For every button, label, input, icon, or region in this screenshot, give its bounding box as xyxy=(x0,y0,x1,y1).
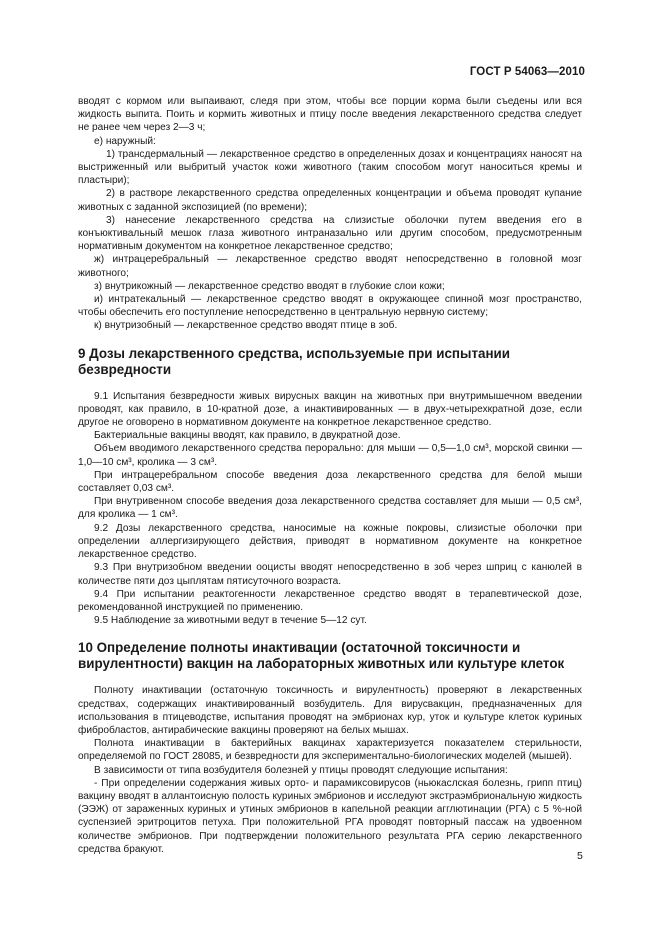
standard-header: ГОСТ Р 54063—2010 xyxy=(469,66,585,78)
list-item-z: з) внутрикожный — лекарственное средство вводят в глубокие слои кожи; xyxy=(94,280,445,292)
paragraph: Бактериальные вакцины вводят, как правило, в двукратной дозе. xyxy=(94,430,401,442)
list-item-zh: ж) интрацеребральный — лекарственное средство вводят непосредственно в головной мозг животного; xyxy=(78,254,582,279)
paragraph: В зависимости от типа возбудителя болезней у птицы проводят следующие испытания: xyxy=(94,764,508,776)
page-number: 5 xyxy=(577,850,583,862)
paragraph: - При определении содержания живых орто- и парамиксовирусов (ньюкаслская болезнь, грипп птиц) вакцину вводят в аллантоисную полость куриных эмбрионов и исследуют экстраэмбриональную жидкость (ЭЭЖ) от зараженных куриных и утиных эмбрионов в капельной реакции агглютинации (РГА) с 5 %-ной суспензией эритроцитов петуха. При положительной РГА проводят повторный пассаж на удвоенном количестве эмбрионов. При подтверждении положительного результата РГА серию лекарственного средства бракуют. xyxy=(78,777,582,855)
list-item-k: к) внутризобный — лекарственное средство вводят птице в зоб. xyxy=(94,320,398,332)
section-9-heading: 9 Дозы лекарственного средства, используемые при испытании безвредности xyxy=(78,345,511,377)
paragraph: При интрацеребральном способе введения доза лекарственного средства для белой мыши составляет 0,03 см³. xyxy=(78,469,582,495)
section-10-heading: 10 Определение полноты инактивации (остаточной токсичности и вирулентности) вакцин на лабораторных животных или культуре клеток xyxy=(78,640,565,672)
document-body xyxy=(78,95,582,856)
paragraph: Полнота инактивации в бактерийных вакцинах характеризуется показателем стерильности, определяемой по ГОСТ 28085, и безвредности для экспериментально-биологических моделей (мышей). xyxy=(78,738,582,763)
paragraph: При внутривенном способе введения доза лекарственного средства составляет для мыши — 0,5 см³, для кролика — 1 см³. xyxy=(78,496,582,521)
list-subitem-3: 3) нанесение лекарственного средства на слизистые оболочки путем введения его в конъюктивальный мешок глаза животного интраназально или другим способом, предусмотренным нормативным документом на конкретное лекарственное средство; xyxy=(78,214,582,253)
paragraph: Полноту инактивации (остаточную токсичность и вирулентность) проверяют в лекарственных средствах, содержащих инактивированный возбудитель. Для вирусвакцин, предназначенных для использования в птицеводстве, испытания проводят на эмбрионах кур, уток и культуре клеток куриных фибробластов, антирабические вакцины проверяют на белых мышах. xyxy=(78,685,582,736)
list-item-i: и) интратекальный — лекарственное средство вводят в окружающее спинной мозг пространство, чтобы обеспечить его поступление непосредственно в центральную нервную систему; xyxy=(78,294,582,319)
paragraph-9-1: 9.1 Испытания безвредности живых вирусных вакцин на животных при внутримышечном введении проводят, как правило, в 10-кратной дозе, а инактивированных — в двух-четырехкратной дозе, если другое не оговорено в нормативном документе на конкретное лекарственное средство. xyxy=(78,390,582,429)
paragraph-9-5: 9.5 Наблюдение за животными ведут в течение 5—12 сут. xyxy=(94,615,367,627)
paragraph-9-3: 9.3 При внутризобном введении ооцисты вводят непосредственно в зоб через шприц с канюлей в количестве пяти доз цыплятам пятисуточного возраста. xyxy=(78,562,582,587)
list-subitem-1: 1) трансдермальный — лекарственное средство в определенных дозах и концентрациях наносят на выстриженный или выбритый участок кожи животного (таким способом могут наноситься кремы и пластыри); xyxy=(78,148,582,187)
paragraph: Объем вводимого лекарственного средства перорально: для мыши — 0,5—1,0 см³, морской свинки — 1,0—10 см³, кролика — 3 см³. xyxy=(78,443,582,468)
list-item-e: е) наружный: xyxy=(94,135,156,147)
paragraph-9-2: 9.2 Дозы лекарственного средства, наносимые на кожные покровы, слизистые оболочки при определении аллергизирующего действия, приводят в нормативном документе на конкретное лекарственное средство. xyxy=(78,522,582,561)
intro-paragraph: вводят с кормом или выпаивают, следя при этом, чтобы все порции корма были съедены или вся жидкость выпита. Поить и кормить животных и птицу после введения лекарственного средства следует не ранее чем через 2—3 ч; xyxy=(78,96,582,134)
list-subitem-2: 2) в растворе лекарственного средства определенных концентрации и объема проводят купание животных с заданной экспозицией (по времени); xyxy=(78,188,582,213)
paragraph-9-4: 9.4 При испытании реактогенности лекарственное средство вводят в терапевтической дозе, рекомендованной инструкцией по применению. xyxy=(78,588,582,613)
